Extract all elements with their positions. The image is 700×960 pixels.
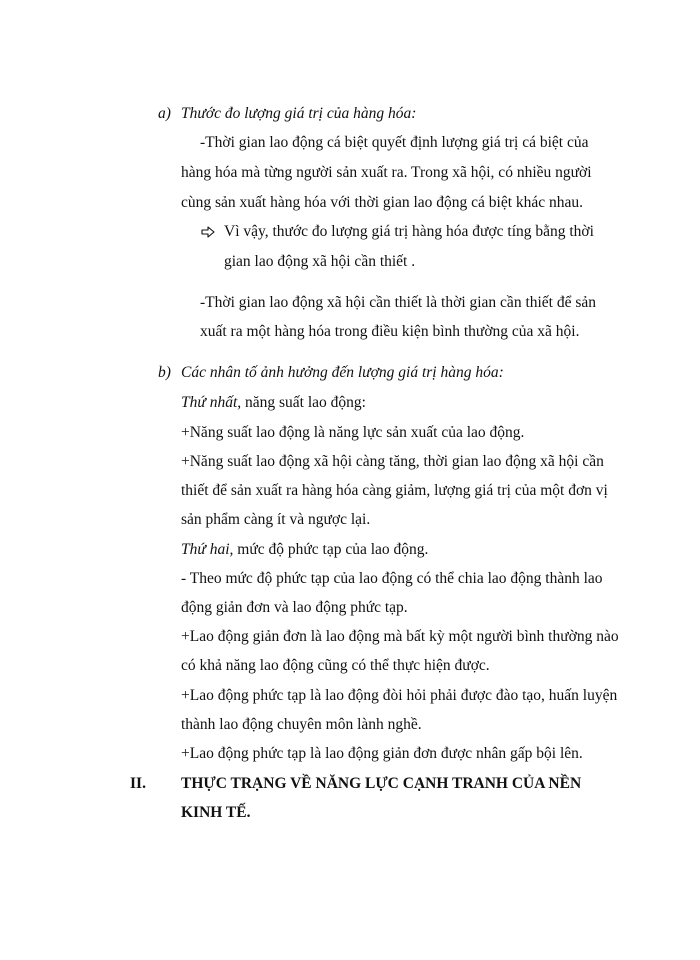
section-a-para1-line3: cùng sản xuất hàng hóa với thời gian lao động cá biệt khác nhau. <box>181 194 584 211</box>
first-factor-label: Thứ nhất, <box>181 394 242 411</box>
first-factor-text: năng suất lao động: <box>241 394 366 411</box>
complex-labor-line2: thành lao động chuyên môn lành nghề. <box>181 716 422 733</box>
arrow-item-line1: Vì vậy, thước đo lượng giá trị hàng hóa được tíng bằng thời <box>224 223 594 240</box>
simple-labor-line2: có khả năng lao động cũng có thể thực hiện được. <box>181 657 490 674</box>
complex-labor-multiple: +Lao động phức tạp là lao động giản đơn được nhân gấp bội lên. <box>181 745 583 762</box>
first-factor-line <box>181 393 366 413</box>
complex-labor-line1: +Lao động phức tạp là lao động đòi hỏi phải được đào tạo, huấn luyện <box>181 687 618 704</box>
section-b-heading: Các nhân tố ảnh hưởng đến lượng giá trị hàng hóa: <box>181 364 504 381</box>
complexity-line2: động giản đơn và lao động phức tạp. <box>181 599 408 616</box>
second-factor-text: mức độ phức tạp của lao động. <box>233 541 429 558</box>
section-a-para2-line2: xuất ra một hàng hóa trong điều kiện bình thường của xã hội. <box>200 323 580 340</box>
section-a-marker: a) <box>158 105 171 122</box>
section-a-para1-line1: -Thời gian lao động cá biệt quyết định lượng giá trị cá biệt của <box>200 134 589 151</box>
section-b-marker: b) <box>158 364 171 381</box>
simple-labor-line1: +Lao động giản đơn là lao động mà bất kỳ một người bình thường nào <box>181 628 619 645</box>
section-ii-numeral: II. <box>130 775 146 792</box>
productivity-effect-line1: +Năng suất lao động xã hội càng tăng, thời gian lao động xã hội cần <box>181 453 604 470</box>
section-a-para2-line1: -Thời gian lao động xã hội cần thiết là thời gian cần thiết để sản <box>200 294 597 311</box>
section-a-heading: Thước đo lượng giá trị của hàng hóa: <box>181 105 417 122</box>
section-a-para1-line2: hàng hóa mà từng người sản xuất ra. Trong xã hội, có nhiều người <box>181 164 592 181</box>
productivity-effect-line2: thiết để sản xuất ra hàng hóa càng giảm, lượng giá trị của một đơn vị <box>181 482 608 499</box>
section-ii-title-line2: KINH TẾ. <box>181 804 251 821</box>
productivity-definition: +Năng suất lao động là năng lực sản xuất của lao động. <box>181 424 525 441</box>
productivity-effect-line3: sản phẩm càng ít và ngược lại. <box>181 511 371 528</box>
arrow-right-icon <box>201 226 215 238</box>
second-factor-label: Thứ hai, <box>181 541 234 558</box>
second-factor-line <box>181 540 428 560</box>
section-ii-title-line1: THỰC TRẠNG VỀ NĂNG LỰC CẠNH TRANH CỦA NỀN <box>181 775 582 792</box>
complexity-line1: - Theo mức độ phức tạp của lao động có thể chia lao động thành lao <box>181 570 603 587</box>
arrow-item-line2: gian lao động xã hội cần thiết . <box>224 253 416 270</box>
